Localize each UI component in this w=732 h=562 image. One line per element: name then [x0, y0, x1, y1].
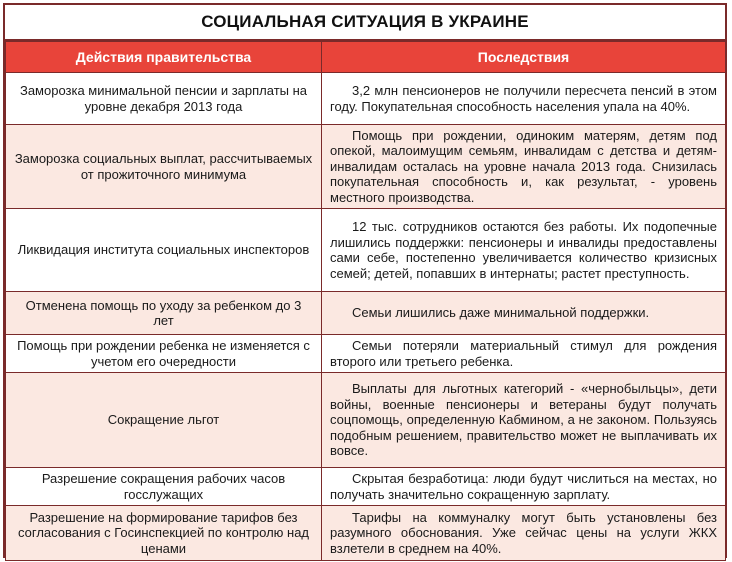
action-cell: Помощь при рождении ребенка не изменяется с учетом его очередности	[6, 335, 322, 373]
consequence-text: Семьи потеряли материальный стимул для рождения второго или третьего ребенка.	[330, 338, 717, 369]
consequence-cell	[322, 209, 726, 292]
consequence-cell	[322, 335, 726, 373]
table-row	[6, 73, 726, 125]
action-cell: Ликвидация института социальных инспекторов	[6, 209, 322, 292]
consequence-text: Тарифы на коммуналку могут быть установлены без разумного обоснования. Уже сейчас цены на услуги ЖКХ взлетели в среднем на 40%.	[330, 509, 717, 556]
consequence-cell	[322, 73, 726, 125]
action-cell: Разрешение сокращения рабочих часов госслужащих	[6, 468, 322, 506]
table-row	[6, 335, 726, 373]
action-cell: Сокращение льгот	[6, 373, 322, 468]
table-row	[6, 373, 726, 468]
action-cell: Разрешение на формирование тарифов без согласования с Госинспекцией по контролю над ценами	[6, 506, 322, 561]
consequence-cell	[322, 373, 726, 468]
action-cell: Заморозка минимальной пенсии и зарплаты на уровне декабря 2013 года	[6, 73, 322, 125]
social-situation-table	[5, 41, 726, 561]
table-row	[6, 125, 726, 209]
consequence-text: Семьи лишились даже минимальной поддержки.	[352, 305, 650, 321]
consequence-text: Скрытая безработица: люди будут числиться на местах, но получать значительно сокращенную зарплату.	[330, 471, 717, 502]
document-frame	[3, 3, 727, 558]
consequence-cell	[322, 506, 726, 561]
table-row	[6, 468, 726, 506]
page-title: СОЦИАЛЬНАЯ СИТУАЦИЯ В УКРАИНЕ	[5, 5, 725, 41]
column-header-consequences: Последствия	[322, 42, 726, 73]
action-cell: Заморозка социальных выплат, рассчитываемых от прожиточного минимума	[6, 125, 322, 209]
consequence-text: 12 тыс. сотрудников остаются без работы. Их подопечные лишились поддержки: пенсионеры и инвалиды предоставлены сами себе, постепенно увеличивается количество кризисных семей; детей, попавших в интернаты; растет преступность.	[330, 219, 717, 281]
table-header-row	[6, 42, 726, 73]
consequence-cell	[322, 125, 726, 209]
action-cell: Отменена помощь по уходу за ребенком до 3 лет	[6, 292, 322, 335]
table-row	[6, 506, 726, 561]
table-row	[6, 292, 726, 335]
column-header-actions: Действия правительства	[6, 42, 322, 73]
table-row	[6, 209, 726, 292]
consequence-text: Помощь при рождении, одиноким матерям, детям под опекой, малоимущим семьям, инвалидам с детства и детям-инвалидам осталась на уровне начала 2013 года. Снизилась покупательная способность и, как результат, - уровень местного производства.	[330, 127, 717, 205]
consequence-text: Выплаты для льготных категорий - «чернобыльцы», дети войны, военные пенсионеры и ветераны будут получать соцпомощь, определенную Кабмином, а не законом. Пользуясь подобным решением, правительство может не выплачивать их вовсе.	[330, 381, 717, 459]
consequence-cell	[322, 468, 726, 506]
consequence-cell	[322, 292, 726, 335]
consequence-text: 3,2 млн пенсионеров не получили пересчета пенсий в этом году. Покупательная способность населения упала на 40%.	[330, 83, 717, 114]
